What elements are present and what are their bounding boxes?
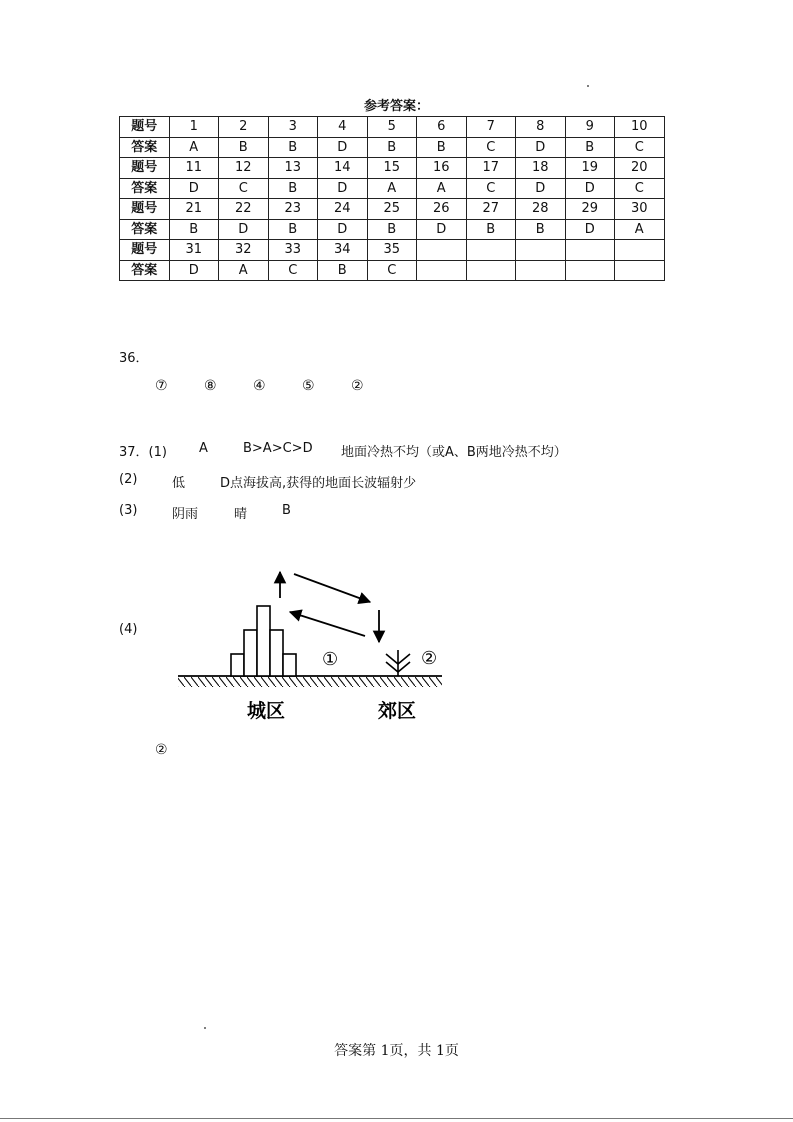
table-cell: A — [219, 260, 269, 281]
bottom-rule — [0, 1118, 793, 1119]
table-cell: B — [565, 137, 615, 158]
table-cell: 30 — [615, 199, 665, 220]
table-cell: D — [516, 178, 566, 199]
table-row — [120, 137, 665, 158]
table-cell: 14 — [318, 158, 368, 179]
table-cell: 15 — [367, 158, 417, 179]
table-cell: 27 — [466, 199, 516, 220]
table-cell: B — [219, 137, 269, 158]
table-cell — [466, 260, 516, 281]
row-header-cell: 题号 — [120, 117, 170, 138]
table-cell: D — [565, 178, 615, 199]
row-header-cell: 题号 — [120, 240, 170, 261]
table-cell: 25 — [367, 199, 417, 220]
table-cell: D — [219, 219, 269, 240]
q36-answer-3: ④ — [253, 378, 266, 394]
city-buildings — [231, 606, 296, 676]
table-cell: 18 — [516, 158, 566, 179]
row-header-cell: 答案 — [120, 137, 170, 158]
table-cell: D — [169, 178, 219, 199]
table-cell: A — [367, 178, 417, 199]
table-row — [120, 117, 665, 138]
table-cell: D — [565, 219, 615, 240]
table-cell — [516, 240, 566, 261]
table-cell: 33 — [268, 240, 318, 261]
table-cell: 31 — [169, 240, 219, 261]
table-cell: B — [417, 137, 467, 158]
table-cell: C — [615, 137, 665, 158]
table-cell: 32 — [219, 240, 269, 261]
q36-answer-4: ⑤ — [302, 378, 315, 394]
page-footer: 答案第 1页，共 1页 — [334, 1043, 459, 1059]
table-cell: 1 — [169, 117, 219, 138]
table-cell: 20 — [615, 158, 665, 179]
scan-dot — [587, 85, 589, 87]
table-cell: 35 — [367, 240, 417, 261]
table-row — [120, 199, 665, 220]
diagram-marker-2: ② — [421, 648, 438, 669]
q37-part3-answer-a: 阴雨 — [172, 507, 199, 522]
circulation-arrows — [280, 572, 379, 642]
table-cell: 16 — [417, 158, 467, 179]
table-cell: 4 — [318, 117, 368, 138]
table-cell: 6 — [417, 117, 467, 138]
table-cell — [466, 240, 516, 261]
scan-dot — [204, 1027, 206, 1029]
table-cell: 2 — [219, 117, 269, 138]
table-cell — [417, 240, 467, 261]
table-cell: 13 — [268, 158, 318, 179]
table-cell: 10 — [615, 117, 665, 138]
table-cell: B — [268, 219, 318, 240]
city-label: 城区 — [246, 700, 286, 722]
table-cell: 21 — [169, 199, 219, 220]
table-row — [120, 178, 665, 199]
table-cell: B — [169, 219, 219, 240]
table-cell: 12 — [219, 158, 269, 179]
answer-table — [119, 116, 665, 281]
q37-part4-answer: ② — [155, 742, 168, 758]
table-cell: 29 — [565, 199, 615, 220]
q37-part3-label: (3) — [119, 503, 138, 518]
table-cell: B — [516, 219, 566, 240]
table-cell: 34 — [318, 240, 368, 261]
q36-answer-2: ⑧ — [204, 378, 217, 394]
table-cell: C — [219, 178, 269, 199]
table-cell: 7 — [466, 117, 516, 138]
table-row — [120, 240, 665, 261]
table-cell: C — [466, 137, 516, 158]
q37-part2-answer-a: 低 — [172, 476, 186, 491]
table-cell: C — [466, 178, 516, 199]
q36-answer-5: ② — [351, 378, 364, 394]
table-cell — [516, 260, 566, 281]
table-cell: 26 — [417, 199, 467, 220]
table-cell: D — [318, 219, 368, 240]
table-cell — [417, 260, 467, 281]
table-cell: 23 — [268, 199, 318, 220]
row-header-cell: 答案 — [120, 219, 170, 240]
table-cell: 9 — [565, 117, 615, 138]
table-cell: C — [367, 260, 417, 281]
table-cell: 22 — [219, 199, 269, 220]
table-cell: B — [268, 178, 318, 199]
table-cell: 19 — [565, 158, 615, 179]
diagram-marker-1: ① — [322, 649, 339, 670]
row-header-cell: 题号 — [120, 158, 170, 179]
table-cell: A — [615, 219, 665, 240]
q37-part2-answer-b: D点海拔高,获得的地面长波辐射少 — [220, 476, 417, 491]
q36-label: 36． — [119, 351, 149, 366]
table-cell: C — [615, 178, 665, 199]
table-cell: B — [367, 219, 417, 240]
q37-part1-label: 37．(1) — [119, 445, 167, 460]
table-cell: D — [318, 178, 368, 199]
table-cell: D — [318, 137, 368, 158]
table-row — [120, 260, 665, 281]
table-cell: D — [417, 219, 467, 240]
surface-flow-arrow — [290, 612, 365, 636]
table-cell: 17 — [466, 158, 516, 179]
table-cell: B — [367, 137, 417, 158]
table-cell: A — [417, 178, 467, 199]
q37-part1-answer-b: B>A>C>D — [243, 441, 313, 456]
ground-hatching — [178, 677, 442, 687]
plant-icon — [386, 650, 410, 676]
table-cell: D — [516, 137, 566, 158]
q36-answer-1: ⑦ — [155, 378, 168, 394]
row-header-cell: 题号 — [120, 199, 170, 220]
table-row — [120, 219, 665, 240]
table-cell: A — [169, 137, 219, 158]
suburb-label: 郊区 — [377, 700, 417, 722]
table-cell: D — [169, 260, 219, 281]
table-row — [120, 158, 665, 179]
answer-table-title: 参考答案： — [363, 99, 429, 114]
table-cell: C — [268, 260, 318, 281]
heat-island-diagram — [170, 560, 460, 730]
q37-part4-label: (4) — [119, 622, 138, 637]
table-cell: 5 — [367, 117, 417, 138]
table-cell: B — [466, 219, 516, 240]
table-cell: B — [268, 137, 318, 158]
table-cell: 8 — [516, 117, 566, 138]
q37-part3-answer-c: B — [282, 503, 291, 518]
table-cell — [615, 240, 665, 261]
row-header-cell: 答案 — [120, 178, 170, 199]
q37-part2-label: (2) — [119, 472, 138, 487]
table-cell: 24 — [318, 199, 368, 220]
table-cell: 28 — [516, 199, 566, 220]
row-header-cell: 答案 — [120, 260, 170, 281]
table-cell: 11 — [169, 158, 219, 179]
q37-part3-answer-b: 晴 — [234, 507, 248, 522]
q37-part1-answer-c: 地面冷热不均（或A、B两地冷热不均） — [341, 445, 567, 460]
table-cell: 3 — [268, 117, 318, 138]
table-cell: B — [318, 260, 368, 281]
table-cell — [615, 260, 665, 281]
upper-flow-arrow — [294, 574, 370, 602]
q37-part1-answer-a: A — [199, 441, 208, 456]
table-cell — [565, 260, 615, 281]
table-cell — [565, 240, 615, 261]
